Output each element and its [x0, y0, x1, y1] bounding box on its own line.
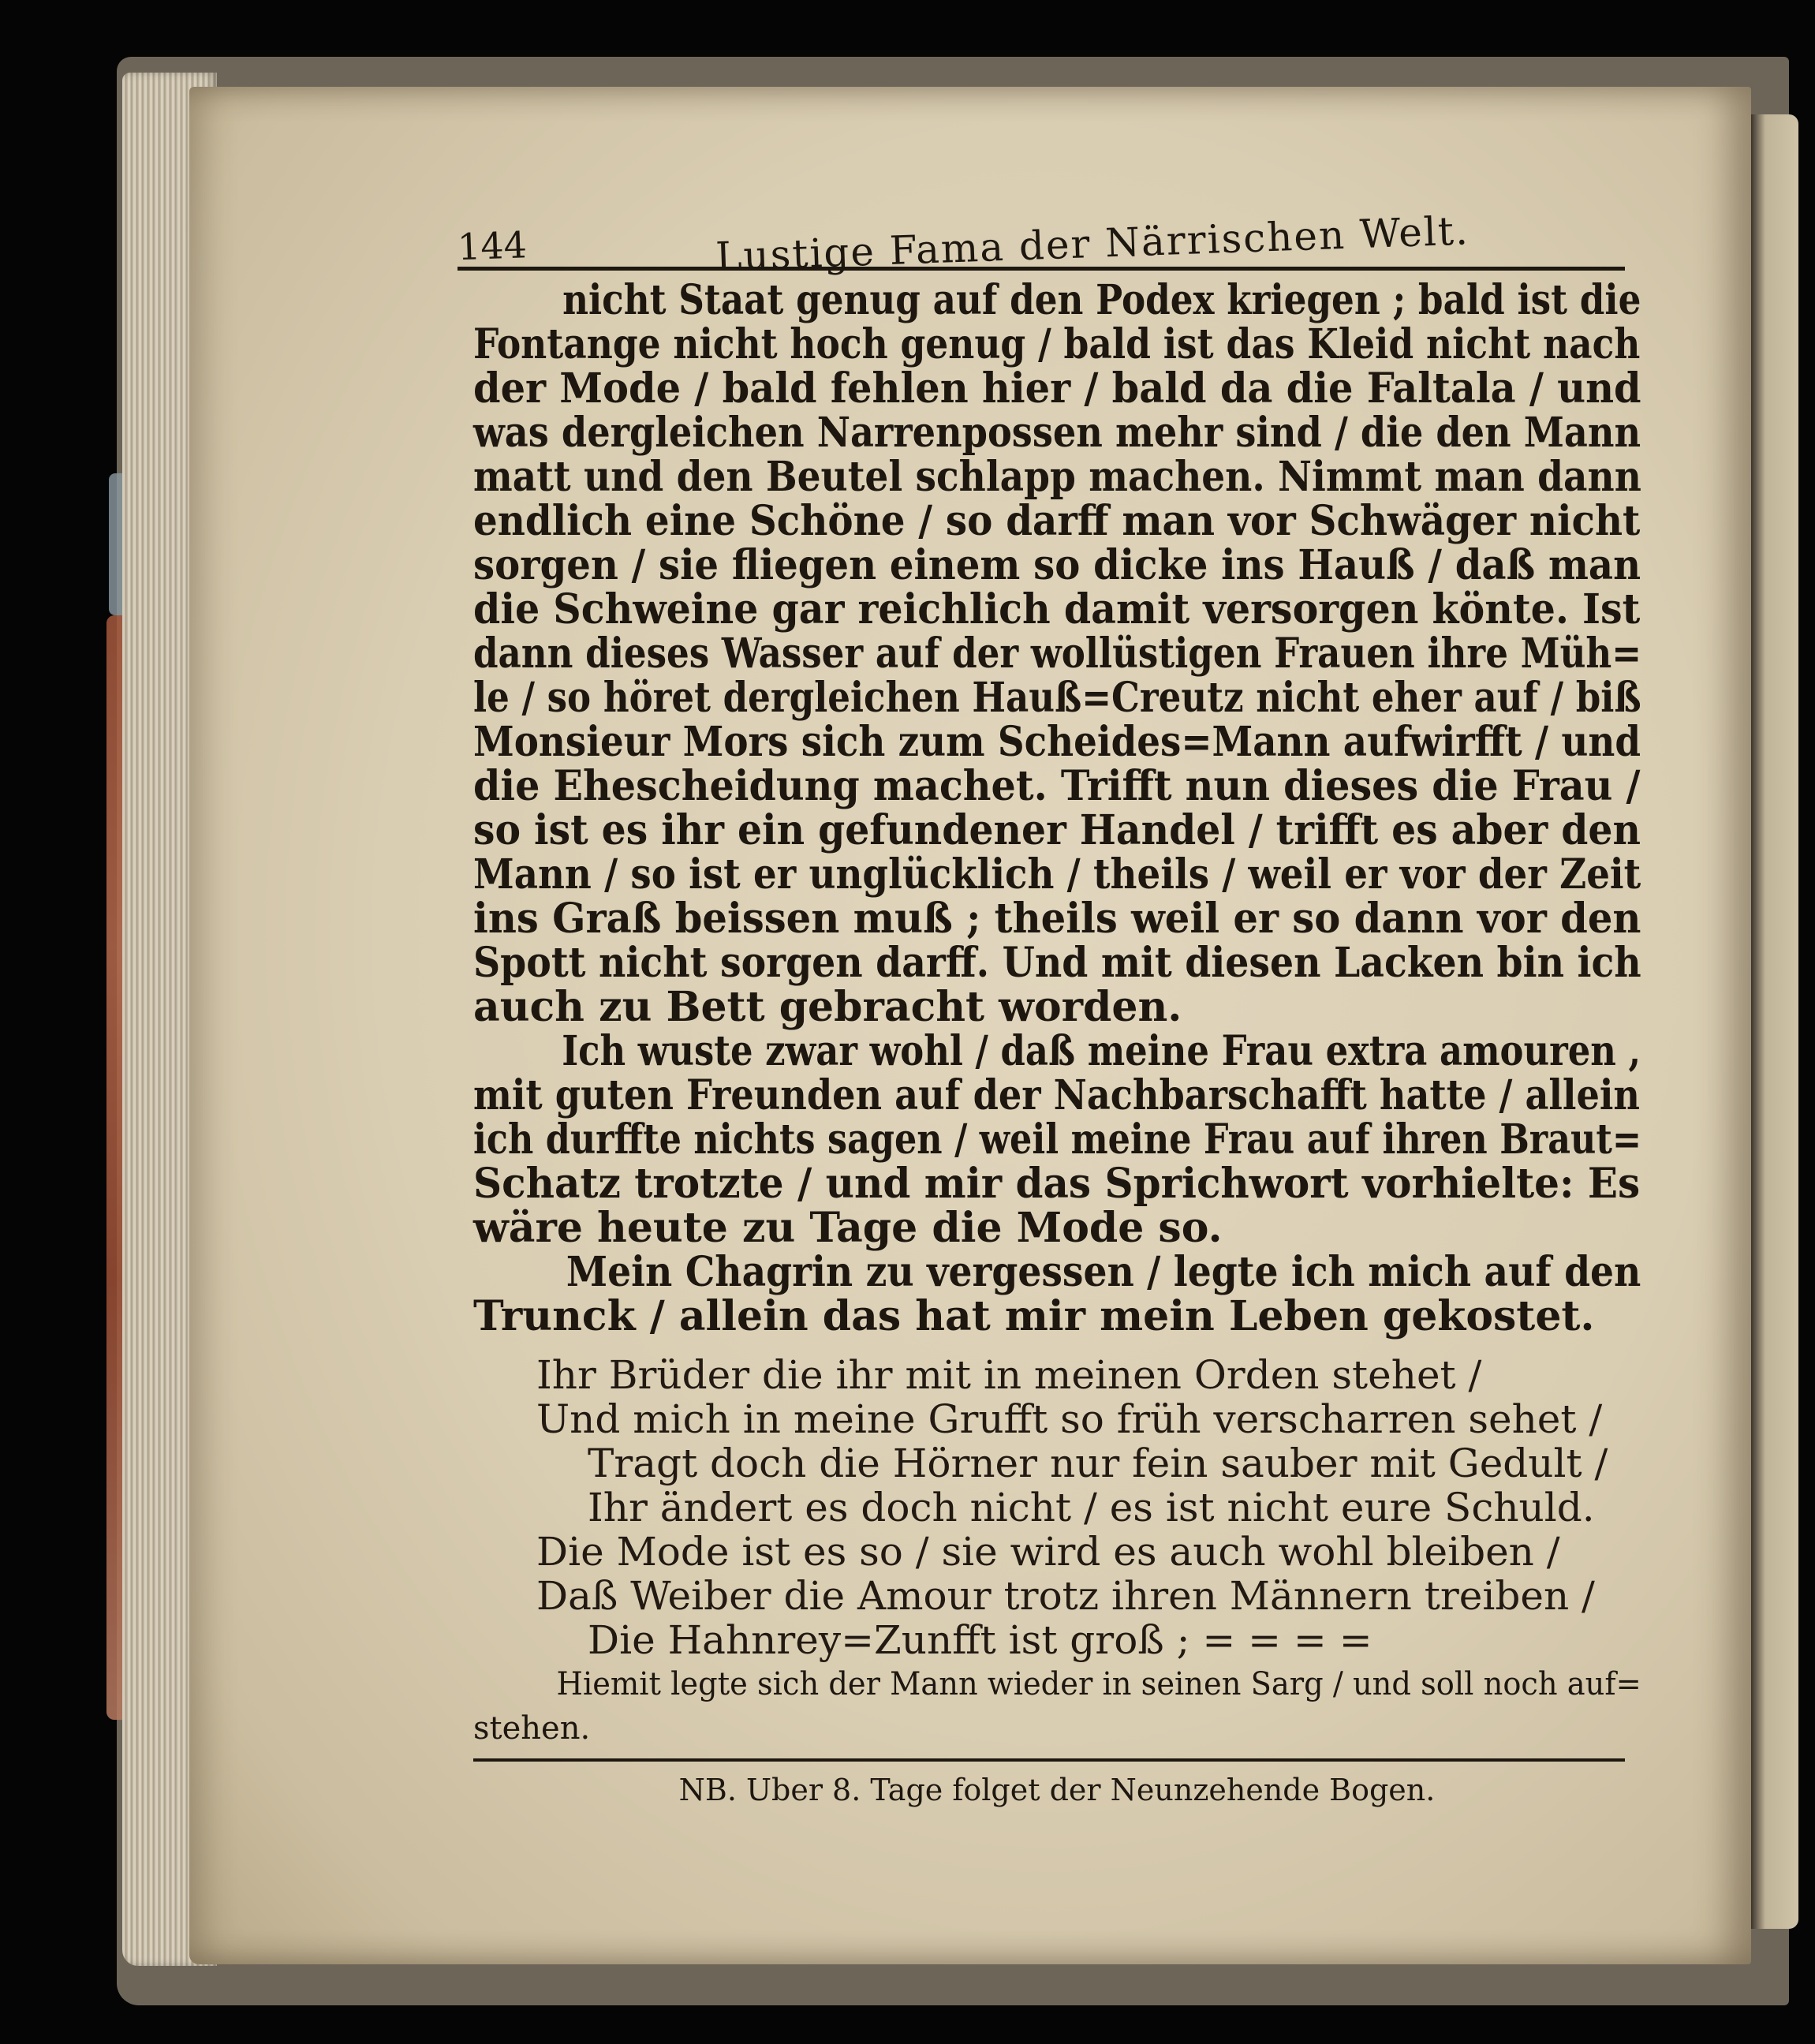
text-line: endlich eine Schöne / so darff man vor Schwäger nicht [473, 497, 1641, 545]
text-line: so ist es ihr ein gefundener Handel / trifft es aber den [473, 806, 1641, 854]
verse-line: Und mich in meine Grufft so früh verscharren sehet / [536, 1396, 1603, 1442]
text-line: Mein Chagrin zu vergessen / legte ich mich auf den [566, 1248, 1641, 1296]
page-number: 144 [457, 223, 528, 269]
text-line: Mann / so ist er unglücklich / theils / weil er vor der Zeit [473, 850, 1641, 899]
verse-line: Daß Weiber die Amour trotz ihren Männern treiben / [536, 1573, 1595, 1619]
text-line: sorgen / sie fliegen einem so dicke ins Hauß / daß man [473, 541, 1641, 589]
text-line: die Ehescheidung machet. Trifft nun dieses die Frau / [473, 762, 1641, 810]
running-header [457, 196, 1625, 280]
text-line: wäre heute zu Tage die Mode so. [473, 1204, 1223, 1252]
text-line: Schatz trotzte / und mir das Sprichwort vorhielte: Es [473, 1160, 1641, 1208]
paragraph-2 [473, 1029, 1641, 1250]
body-text [473, 278, 1641, 1339]
closing-paragraph [473, 1662, 1641, 1751]
closing-line: Hiemit legte sich der Mann wieder in seinen Sarg / und soll noch auf= [556, 1666, 1641, 1702]
running-title: Lustige Fama der Närrischen Welt. [715, 207, 1470, 280]
facing-page-edge [1751, 114, 1798, 1929]
closing-line: stehen. [473, 1710, 591, 1747]
verse-line: Die Mode ist es so / sie wird es auch wohl bleiben / [536, 1529, 1560, 1575]
verse-line: Tragt doch die Hörner nur fein sauber mit Gedult / [588, 1441, 1608, 1486]
paragraph-3 [473, 1250, 1641, 1339]
text-line: mit guten Freunden auf der Nachbarschafft hatte / allein [473, 1071, 1640, 1119]
text-line: was dergleichen Narrenpossen mehr sind / die den Mann [473, 409, 1641, 457]
paragraph-1 [473, 278, 1641, 1029]
text-line: auch zu Bett gebracht worden. [473, 983, 1182, 1031]
text-line: nicht Staat genug auf den Podex kriegen ; bald ist die [562, 276, 1641, 324]
text-line: Ich wuste zwar wohl / daß meine Frau extra amouren , [562, 1027, 1641, 1075]
footer-note: NB. Uber 8. Tage folget der Neunzehende Bogen. [678, 1773, 1436, 1807]
text-line: matt und den Beutel schlapp machen. Nimmt man dann [473, 453, 1641, 501]
text-line: der Mode / bald fehlen hier / bald da die Faltala / und [473, 364, 1641, 413]
text-line: ins Graß beissen muß ; theils weil er so dann vor den [473, 895, 1641, 943]
text-line: Fontange nicht hoch genug / bald ist das Kleid nicht nach [473, 320, 1641, 368]
verse-line: Ihr ändert es doch nicht / es ist nicht eure Schuld. [588, 1485, 1595, 1530]
verse-line: Ihr Brüder die ihr mit in meinen Orden stehet / [536, 1352, 1482, 1398]
verse-line: Die Hahnrey=Zunfft ist groß ; = = = = [588, 1617, 1372, 1663]
text-line: ich durffte nichts sagen / weil meine Frau auf ihren Braut= [473, 1115, 1642, 1164]
text-line: Spott nicht sorgen darff. Und mit diesen Lacken bin ich [473, 939, 1641, 987]
verse-block [473, 1353, 1641, 1662]
text-line: Monsieur Mors sich zum Scheides=Mann aufwirfft / und [473, 718, 1641, 766]
text-line: le / so höret dergleichen Hauß=Creutz nicht eher auf / biß [473, 674, 1641, 722]
page-content [457, 196, 1642, 1814]
bottom-rule [473, 1758, 1625, 1762]
text-line: Trunck / allein das hat mir mein Leben gekostet. [473, 1292, 1595, 1340]
text-line: dann dieses Wasser auf der wollüstigen Frauen ihre Müh= [473, 630, 1642, 678]
text-line: die Schweine gar reichlich damit versorgen könte. Ist [473, 585, 1641, 633]
